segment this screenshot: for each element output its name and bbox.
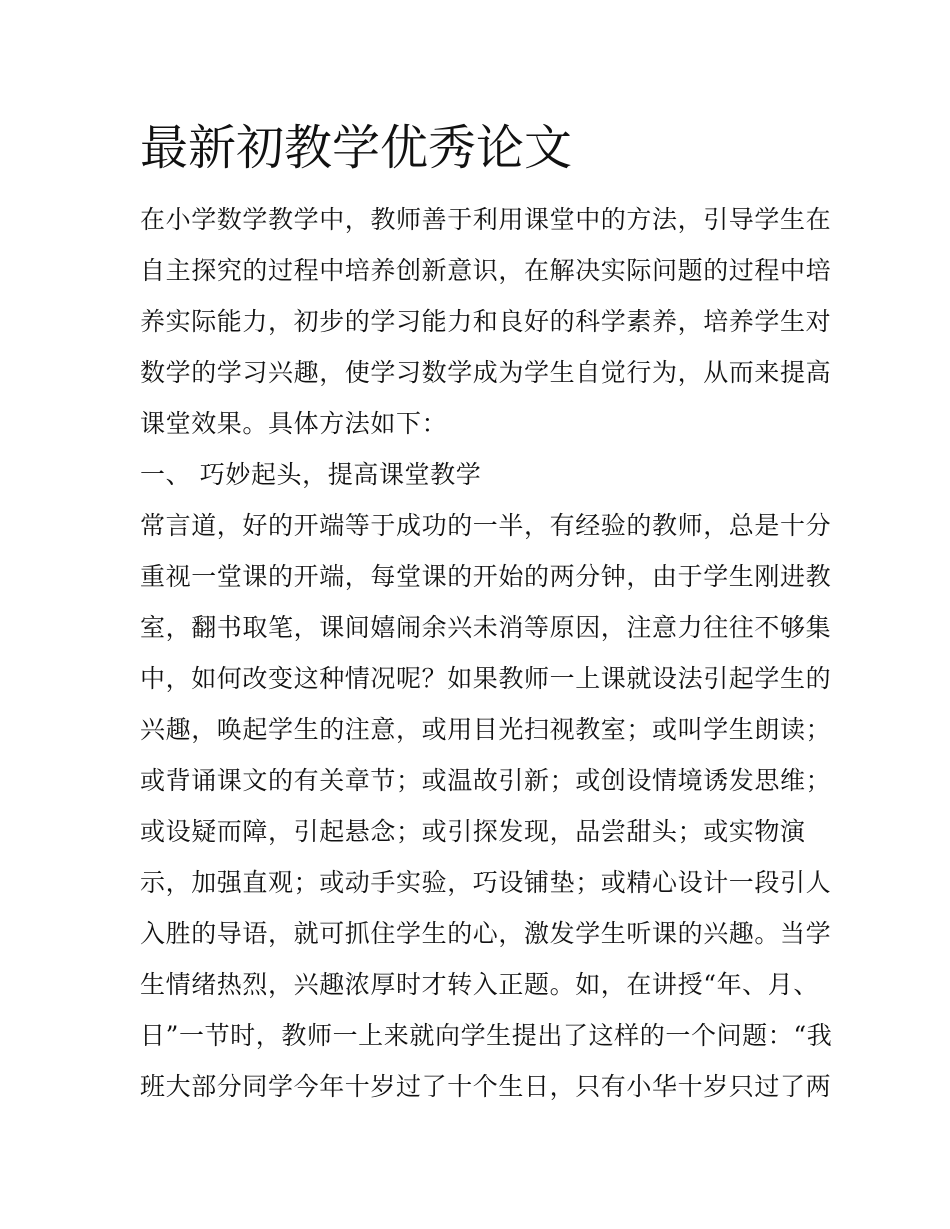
paragraph-line: 班大部分同学今年十岁过了十个生日，只有小华十岁只过了两 (140, 1072, 832, 1101)
paragraph-line: 养实际能力，初步的学习能力和良好的科学素养，培养学生对 (140, 307, 832, 336)
paragraph-line: 在小学数学教学中，教师善于利用课堂中的方法，引导学生在 (140, 205, 832, 234)
section-heading: 一、 巧妙起头，提高课堂教学 (140, 460, 482, 489)
paragraph-line: 生情绪热烈，兴趣浓厚时才转入正题。如，在讲授“年、月、 (140, 970, 819, 999)
paragraph-line: 室，翻书取笔，课间嬉闹余兴未消等原因，注意力往往不够集 (140, 613, 832, 642)
paragraph-line: 日”一节时，教师一上来就向学生提出了这样的一个问题：“我 (140, 1021, 833, 1050)
paragraph-line: 兴趣，唤起学生的注意，或用目光扫视教室；或叫学生朗读； (140, 715, 832, 744)
paragraph-line: 常言道，好的开端等于成功的一半，有经验的教师，总是十分 (140, 511, 832, 540)
paragraph-line: 或设疑而障，引起悬念；或引探发现，品尝甜头；或实物演 (140, 817, 806, 846)
paragraph-line: 数学的学习兴趣，使学习数学成为学生自觉行为，从而来提高 (140, 358, 832, 387)
paragraph-line: 重视一堂课的开端，每堂课的开始的两分钟，由于学生刚进教 (140, 562, 832, 591)
paragraph-line: 或背诵课文的有关章节；或温故引新；或创设情境诱发思维； (140, 766, 832, 795)
paragraph-line: 示，加强直观；或动手实验，巧设铺垫；或精心设计一段引人 (140, 868, 832, 897)
paragraph-line: 中，如何改变这种情况呢？如果教师一上课就设法引起学生的 (140, 664, 832, 693)
paragraph-line: 自主探究的过程中培养创新意识，在解决实际问题的过程中培 (140, 256, 832, 285)
paragraph-line: 课堂效果。具体方法如下： (140, 409, 448, 438)
document-title: 最新初教学优秀论文 (140, 120, 573, 176)
paragraph-line: 入胜的导语，就可抓住学生的心，激发学生听课的兴趣。当学 (140, 919, 832, 948)
